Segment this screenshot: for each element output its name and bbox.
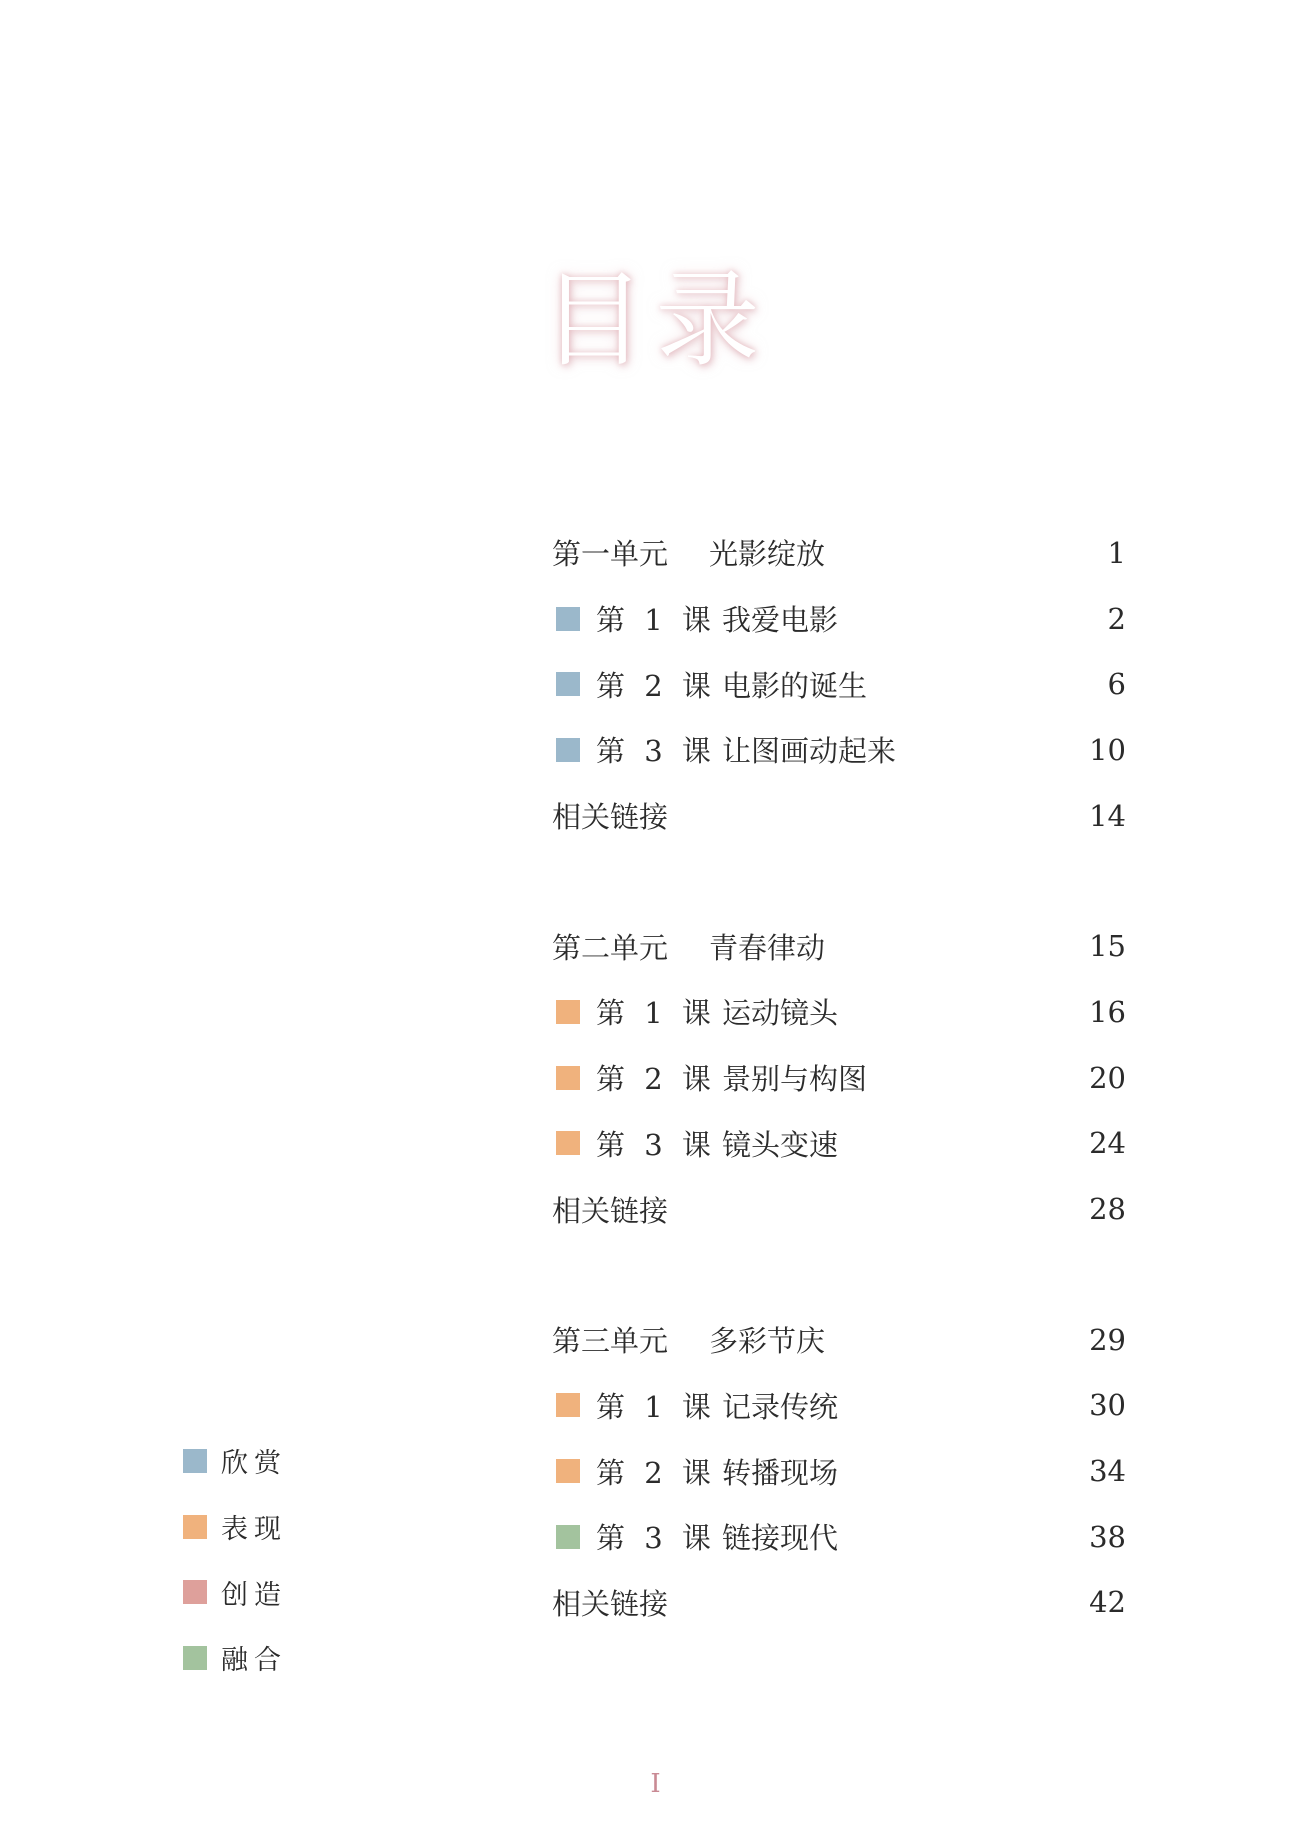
lesson-name: 链接现代	[722, 1521, 839, 1556]
unit-heading[interactable]	[552, 520, 1126, 586]
legend-item	[183, 1559, 287, 1625]
category-legend	[183, 1428, 287, 1691]
lesson-entry[interactable]	[552, 1438, 1126, 1504]
lesson-entry[interactable]	[552, 651, 1126, 717]
lesson-name: 我爱电影	[722, 603, 839, 638]
unit-name: 青春律动	[709, 930, 826, 965]
lesson-entry[interactable]	[552, 717, 1126, 783]
page-ref: 38	[1089, 1519, 1126, 1554]
lesson-label: 第 1 课	[596, 603, 713, 638]
related-links-label: 相关链接	[552, 1193, 669, 1228]
lesson-name: 运动镜头	[722, 996, 839, 1031]
lesson-label: 第 1 课	[596, 1389, 713, 1424]
unit-label: 第三单元	[552, 1324, 669, 1359]
page-ref: 29	[1089, 1322, 1126, 1357]
page-ref: 10	[1089, 732, 1126, 767]
related-links-label: 相关链接	[552, 800, 669, 835]
unit-2	[552, 913, 1126, 1241]
unit-1	[552, 520, 1126, 848]
lesson-label: 第 1 课	[596, 996, 713, 1031]
page-ref: 28	[1089, 1192, 1126, 1227]
page-ref: 15	[1089, 929, 1126, 964]
lesson-entry[interactable]	[552, 586, 1126, 652]
related-links-entry[interactable]	[552, 783, 1126, 849]
category-swatch	[556, 607, 580, 631]
lesson-label: 第 2 课	[596, 668, 713, 703]
unit-heading[interactable]	[552, 1307, 1126, 1373]
lesson-entry[interactable]	[552, 1504, 1126, 1570]
legend-label: 表现	[221, 1514, 287, 1546]
category-swatch	[556, 1000, 580, 1024]
category-swatch	[556, 1525, 580, 1549]
legend-label: 融合	[221, 1645, 287, 1677]
lesson-label: 第 3 课	[596, 1127, 713, 1162]
page-ref: 30	[1089, 1388, 1126, 1423]
lesson-label: 第 3 课	[596, 734, 713, 769]
legend-swatch	[183, 1449, 207, 1473]
unit-name: 光影绽放	[709, 537, 826, 572]
page-ref: 34	[1089, 1454, 1126, 1489]
category-swatch	[556, 1066, 580, 1090]
unit-label: 第二单元	[552, 930, 669, 965]
legend-swatch	[183, 1580, 207, 1604]
category-swatch	[556, 1459, 580, 1483]
unit-heading[interactable]	[552, 913, 1126, 979]
category-swatch	[556, 1131, 580, 1155]
lesson-name: 电影的诞生	[722, 668, 868, 703]
related-links-label: 相关链接	[552, 1586, 669, 1621]
page-ref: 6	[1107, 667, 1126, 702]
related-links-entry[interactable]	[552, 1570, 1126, 1636]
lesson-entry[interactable]	[552, 979, 1126, 1045]
lesson-label: 第 2 课	[596, 1455, 713, 1490]
unit-name: 多彩节庆	[709, 1324, 826, 1359]
lesson-entry[interactable]	[552, 1373, 1126, 1439]
page-ref: 42	[1089, 1585, 1126, 1620]
lesson-name: 记录传统	[722, 1389, 839, 1424]
page-ref: 14	[1089, 798, 1126, 833]
lesson-name: 景别与构图	[722, 1062, 868, 1097]
page-ref: 20	[1089, 1060, 1126, 1095]
table-of-contents	[552, 520, 1126, 1700]
legend-item	[183, 1494, 287, 1560]
legend-item	[183, 1428, 287, 1494]
category-swatch	[556, 738, 580, 762]
lesson-name: 镜头变速	[722, 1127, 839, 1162]
legend-item	[183, 1625, 287, 1691]
unit-3	[552, 1307, 1126, 1635]
legend-swatch	[183, 1515, 207, 1539]
legend-swatch	[183, 1646, 207, 1670]
page-ref: 24	[1089, 1126, 1126, 1161]
page-ref: 1	[1107, 535, 1126, 570]
legend-label: 创造	[221, 1579, 287, 1611]
category-swatch	[556, 1393, 580, 1417]
unit-label: 第一单元	[552, 537, 669, 572]
lesson-name: 让图画动起来	[722, 734, 897, 769]
page-number: I	[650, 1769, 661, 1799]
lesson-label: 第 3 课	[596, 1521, 713, 1556]
lesson-label: 第 2 课	[596, 1062, 713, 1097]
related-links-entry[interactable]	[552, 1176, 1126, 1242]
lesson-entry[interactable]	[552, 1045, 1126, 1111]
lesson-name: 转播现场	[722, 1455, 839, 1490]
category-swatch	[556, 672, 580, 696]
page-title: 目录	[541, 259, 770, 381]
page-ref: 16	[1089, 994, 1126, 1029]
lesson-entry[interactable]	[552, 1111, 1126, 1177]
legend-label: 欣赏	[221, 1448, 287, 1480]
page-ref: 2	[1107, 601, 1126, 636]
